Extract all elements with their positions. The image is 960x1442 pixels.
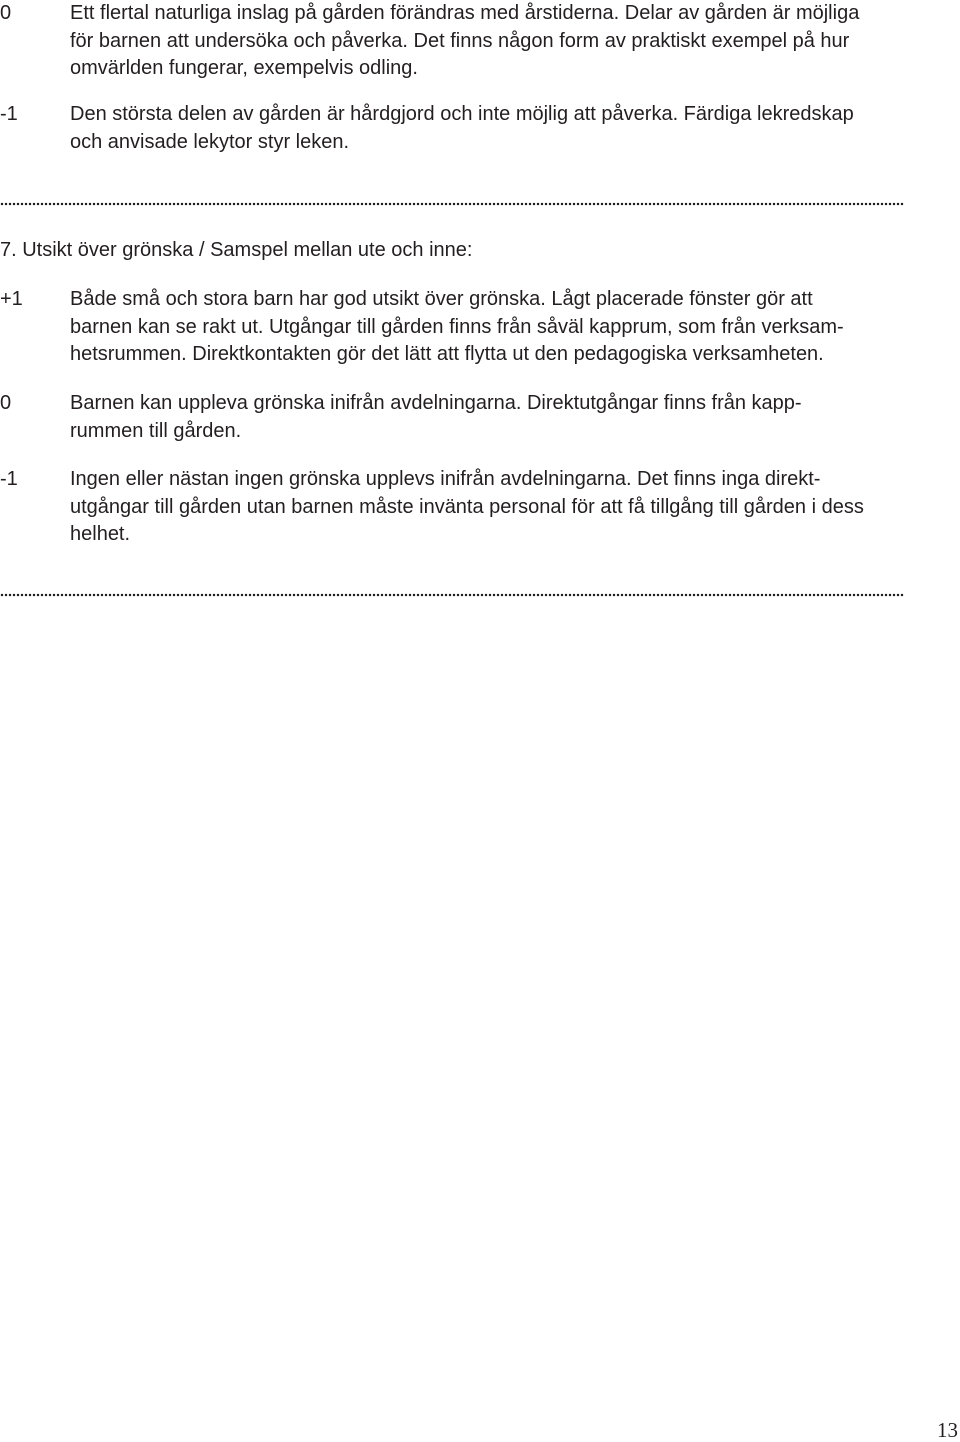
criterion-score: +1 [0,288,23,310]
criterion-score: -1 [0,103,18,125]
criterion-score: 0 [0,392,12,414]
text-line: omvärlden fungerar, exempelvis odling. [70,57,418,79]
text-line: utgångar till gården utan barnen måste invänta personal för att få tillgång till gården i dess [70,495,864,518]
text-line: Barnen kan uppleva grönska inifrån avdelningarna. Direktutgångar finns från kapp- [70,392,802,414]
text-line: hetsrummen. Direktkontakten gör det lätt att flytta ut den pedagogiska verksamheten. [70,343,824,365]
section-heading: 7. Utsikt över grönska / Samspel mellan ute och inne: [0,239,473,261]
criterion-score: 0 [0,2,12,24]
dotted-separator [0,202,904,206]
criterion-text [70,101,958,156]
text-line: barnen kan se rakt ut. Utgångar till gården finns från såväl kapprum, som från verksam- [70,315,844,338]
text-line: Ingen eller nästan ingen grönska upplevs inifrån avdelningarna. Det finns inga direkt- [70,468,821,490]
text-line: Ett flertal naturliga inslag på gården förändras med årstiderna. Delar av gården är möjliga [70,2,860,24]
criterion-text [70,286,958,369]
text-line: helhet. [70,523,131,545]
text-line: rummen till gården. [70,419,242,442]
text-line: för barnen att undersöka och påverka. Det finns någon form av praktiskt exempel på hur [70,29,850,52]
page-number: 13 [937,1418,958,1442]
criterion-text [70,0,958,83]
criterion-text [70,390,958,445]
text-line: Den största delen av gården är hårdgjord och inte möjlig att påverka. Färdiga lekredskap [70,103,854,125]
text-line: Både små och stora barn har god utsikt över grönska. Lågt placerade fönster gör att [70,288,813,310]
dotted-separator [0,593,904,597]
criterion-text [70,466,958,549]
text-line: och anvisade lekytor styr leken. [70,130,350,153]
criterion-score: -1 [0,468,18,490]
